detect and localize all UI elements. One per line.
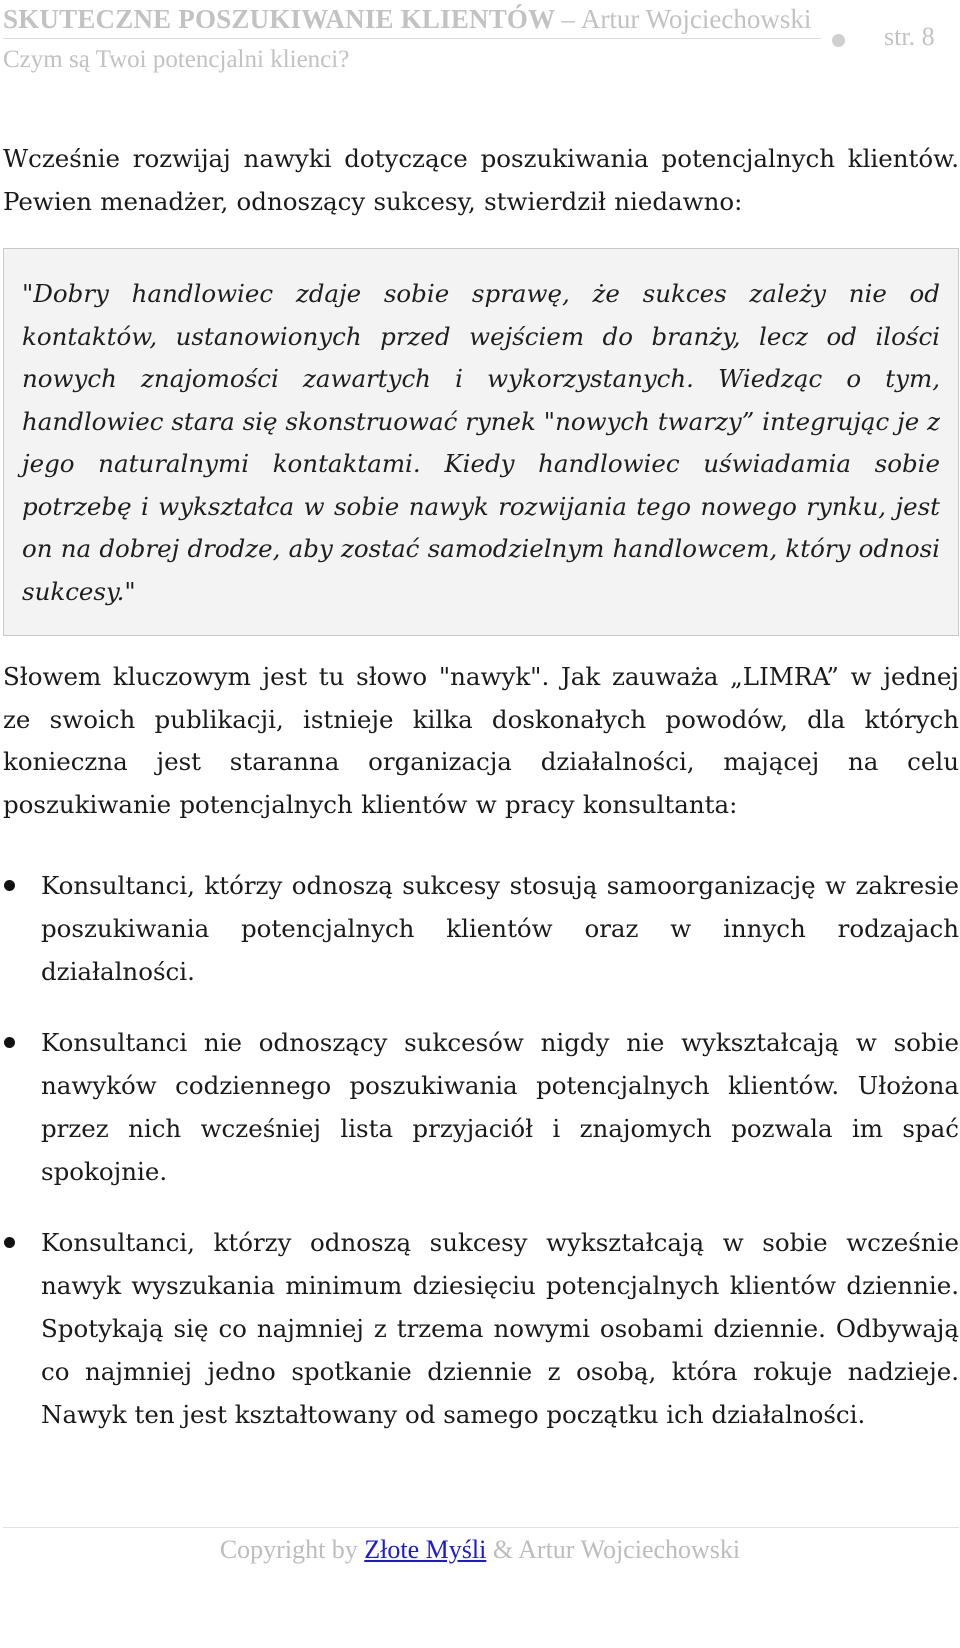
quote-text: "Dobry handlowiec zdaje sobie sprawę, że sukces zależy nie od kontaktów, ustanowionych przed wejściem do branży, lecz od ilości nowych znajomości zawartych i wykorzystanych. Wiedząc o tym, handlowiec stara się skonstruować rynek "nowych twarzy” integrując je z jego naturalnymi kontaktami. Kiedy handlowiec uświadamia sobie potrzebę i wykształca w sobie nawyk rozwijania tego nowego rynku, jest on na dobrej drodze, aby zostać samodzielnym handlowcem, który odnosi sukcesy." — [22, 279, 940, 606]
running-title — [3, 4, 811, 35]
header-divider — [3, 38, 821, 39]
quote-box — [3, 248, 959, 636]
title-separator: – — [561, 4, 575, 34]
chapter-title: Czym są Twoi potencjalni klienci? — [3, 46, 350, 73]
page-number: str. 8 — [884, 22, 935, 51]
list-item-text: Konsultanci nie odnoszący sukcesów nigdy nie wykształcają w sobie nawyków codziennego poszukiwania potencjalnych klientów. Ułożona przez nich wcześniej lista przyjaciół i znajomych pozwala im spać spokojnie. — [41, 1028, 959, 1186]
book-title: SKUTECZNE POSZUKIWANIE KLIENTÓW — [3, 4, 556, 34]
list-item-text: Konsultanci, którzy odnoszą sukcesy stosują samoorganizację w zakresie poszukiwania potencjalnych klientów oraz w innych rodzajach działalności. — [41, 871, 959, 986]
copyright-suffix: & Artur Wojciechowski — [492, 1535, 741, 1564]
list-item — [3, 1021, 959, 1193]
publisher-link[interactable]: Złote Myśli — [364, 1535, 487, 1564]
page-content — [3, 138, 959, 1464]
list-item — [3, 864, 959, 993]
author-name: Artur Wojciechowski — [580, 4, 812, 34]
page-marker-dot-icon — [832, 34, 845, 47]
list-item — [3, 1221, 959, 1436]
footer-divider — [3, 1527, 959, 1528]
bullet-icon — [4, 1037, 15, 1048]
bullet-icon — [4, 1237, 15, 1248]
copyright-prefix: Copyright by — [219, 1535, 358, 1564]
list-item-text: Konsultanci, którzy odnoszą sukcesy wykształcają w sobie wcześnie nawyk wyszukania minimum dziesięciu potencjalnych klientów dziennie. Spotykają się co najmniej z trzema nowymi osobami dziennie. Odbywają co najmniej jedno spotkanie dziennie z osobą, która rokuje nadzieje. Nawyk ten jest kształtowany od samego początku ich działalności. — [41, 1228, 959, 1429]
bullet-icon — [4, 880, 15, 891]
body-paragraph: Słowem kluczowym jest tu słowo "nawyk". Jak zauważa „LIMRA” w jednej ze swoich publikacji, istnieje kilka doskonałych powodów, dla których konieczna jest staranna organizacja działalności, mającej na celu poszukiwanie potencjalnych klientów w pracy konsultanta: — [3, 662, 959, 819]
page-header — [0, 0, 960, 82]
intro-paragraph: Wcześnie rozwijaj nawyki dotyczące poszukiwania potencjalnych klientów. Pewien menadżer, odnoszący sukcesy, stwierdził niedawno: — [3, 144, 959, 216]
bullet-list — [3, 864, 959, 1436]
page-footer — [0, 1535, 960, 1565]
